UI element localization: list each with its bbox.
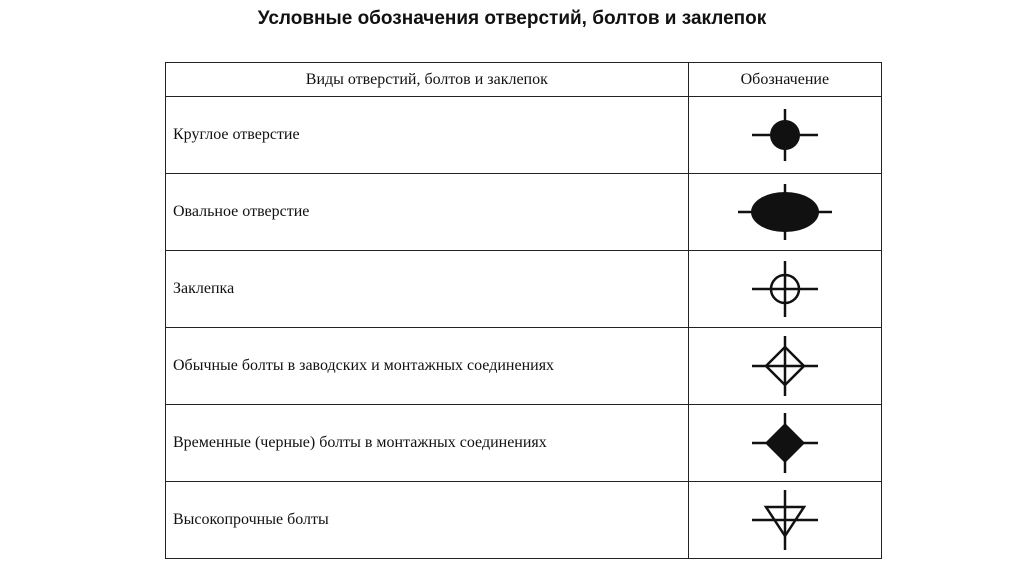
- row-label: Высокопрочные болты: [166, 482, 689, 559]
- symbol-cell: [688, 174, 881, 251]
- table-row: [166, 97, 882, 174]
- table-row: [166, 482, 882, 559]
- table-row: [166, 174, 882, 251]
- row-label: Овальное отверстие: [166, 174, 689, 251]
- table-header-row: [166, 63, 882, 97]
- symbol-cell: [688, 405, 881, 482]
- table-row: [166, 251, 882, 328]
- row-label: Круглое отверстие: [166, 97, 689, 174]
- symbols-table: [165, 62, 882, 559]
- page-title: Условные обозначения отверстий, болтов и заклепок: [257, 8, 767, 29]
- symbol-cell: [688, 251, 881, 328]
- header-symbol: Обозначение: [688, 63, 881, 97]
- row-label: Временные (черные) болты в монтажных соединениях: [166, 405, 689, 482]
- row-label: Заклепка: [166, 251, 689, 328]
- triangle-cross-icon: [740, 487, 830, 553]
- filled-circle-cross-icon: [740, 105, 830, 165]
- symbol-cell: [688, 97, 881, 174]
- table-row: [166, 328, 882, 405]
- filled-oval-cross-icon: [735, 182, 835, 242]
- open-diamond-cross-icon: [740, 333, 830, 399]
- row-label: Обычные болты в заводских и монтажных соединениях: [166, 328, 689, 405]
- symbol-cell: [688, 482, 881, 559]
- filled-diamond-cross-icon: [740, 410, 830, 476]
- open-circle-cross-icon: [740, 257, 830, 321]
- header-types: Виды отверстий, болтов и заклепок: [166, 63, 689, 97]
- table-row: [166, 405, 882, 482]
- symbol-cell: [688, 328, 881, 405]
